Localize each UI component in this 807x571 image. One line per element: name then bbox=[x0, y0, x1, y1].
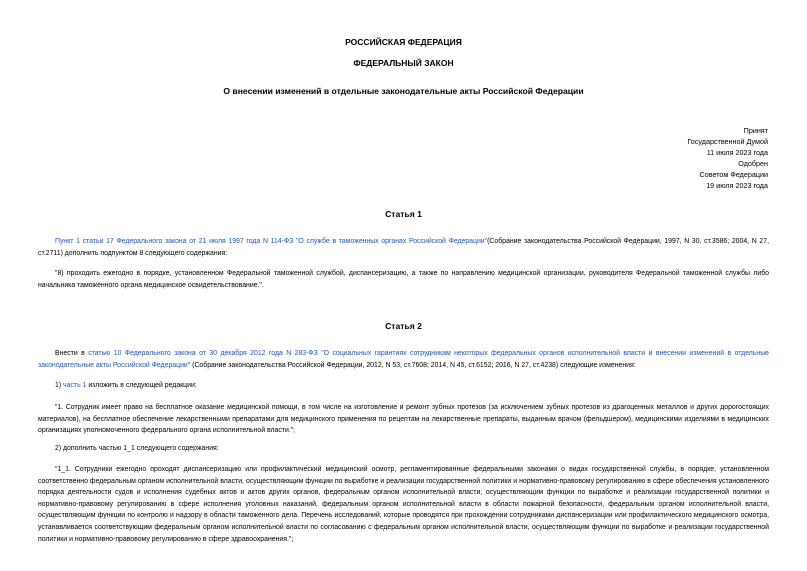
part-1-link[interactable]: часть 1 bbox=[63, 382, 87, 389]
article-2-paragraph-1-text: (Собрание законодательства Российской Федерации, 2012, N 53, ст.7608; 2014, N 45, ст.6152; 2016, N 27, ст.4238) следующие изменения: bbox=[190, 361, 636, 369]
article-2-paragraph-2-pre: 1) bbox=[55, 382, 64, 389]
article-1-paragraph-1-text: (Собрание законодательства Российской Федерации, 1997, N 30, ст.3586; 2004, N 27, ст.2711) дополнить подпунктом 8 следующего содержания: bbox=[38, 238, 769, 257]
article-2-paragraph-1 bbox=[38, 348, 769, 371]
article-2-paragraph-4: 2) дополнить частью 1_1 следующего содержания: bbox=[55, 445, 219, 452]
article-1-heading: Статья 1 bbox=[385, 209, 422, 219]
article-2-paragraph-5: "1_1. Сотрудники ежегодно проходят диспансеризацию или профилактический медицинский осмотр, регламентированные федеральными законами о видах государственной службы, в порядке, установленном соответственно федеральным органом исполнительной власти, осуществляющим функции по выработке и реализации государственной политики и нормативно-правовому регулированию в сфере обеспечения установленного порядка деятельности судов и исполнения судебных актов и актов других органов, федеральным органом исполнительной власти, осуществляющим функции по выработке и реализации государственной политики и нормативно-правовому регулированию в сфере исполнения уголовных наказаний, федеральным органом исполнительной власти в области пожарной безопасности, федеральным органом исполнительной власти, осуществляющим функции по контролю и надзору в области таможенного дела. Перечень исследований, которые проводятся при прохождении сотрудниками диспансеризации или профилактического медицинского осмотра, устанавливается соответствующим федеральным органом исполнительной власти по согласованию с федеральным органом исполнительной власти, осуществляющим функции по выработке и реализации государственной политики и нормативно-правовому регулированию в сфере здравоохранения."; bbox=[38, 466, 769, 543]
adoption-line: Советом Федерации bbox=[699, 169, 768, 179]
header-law-type: ФЕДЕРАЛЬНЫЙ ЗАКОН bbox=[353, 58, 454, 68]
header-country: РОССИЙСКАЯ ФЕДЕРАЦИЯ bbox=[345, 37, 462, 47]
article-2-heading: Статья 2 bbox=[385, 321, 422, 331]
article-2-paragraph-2-text: изложить в следующей редакции: bbox=[86, 382, 197, 389]
article-1-paragraph-2: "8) проходить ежегодно в порядке, установленном Федеральной таможенной службой, диспансеризацию, а также по направлению медицинской организации, руководителя Федеральной таможенной службы либо начальника таможенного органа медицинское освидетельствование.". bbox=[38, 270, 769, 289]
article-1-paragraph-1 bbox=[38, 236, 769, 259]
adoption-line: 19 июля 2023 года bbox=[706, 180, 768, 190]
law-283-fz-link[interactable]: статью 10 Федерального закона от 30 декабря 2012 года N 283-ФЗ "О социальных гарантиях сотрудникам некоторых федеральных органов исполнительной власти и внесении изменений в отдельные законодательные акты Российской Федерации" bbox=[38, 350, 770, 369]
article-2-paragraph-2 bbox=[38, 380, 769, 392]
article-2-paragraph-1-pre: Внести в bbox=[55, 350, 89, 357]
document-title: О внесении изменений в отдельные законодательные акты Российской Федерации bbox=[223, 86, 584, 96]
adoption-line: Принят bbox=[743, 126, 768, 135]
adoption-line: Одобрен bbox=[738, 158, 768, 168]
adoption-line: 11 июля 2023 года bbox=[706, 147, 768, 157]
adoption-block bbox=[687, 126, 768, 191]
adoption-line: Государственной Думой bbox=[687, 136, 768, 146]
law-114-fz-link[interactable]: Пункт 1 статьи 17 Федерального закона от 21 июля 1997 года N 114-ФЗ "О службе в таможенных органах Российской Федерации" bbox=[55, 238, 488, 245]
article-2-paragraph-3: "1. Сотрудник имеет право на бесплатное оказание медицинской помощи, в том числе на изготовление и ремонт зубных протезов (за исключением зубных протезов из драгоценных металлов и других дорогостоящих материалов), на бесплатное обеспечение лекарственными препаратами для медицинского применения по рецептам на лекарственные препараты, выданным врачом (фельдшером), медицинскими изделиями в медицинских организациях уполномоченного федерального органа исполнительной власти."; bbox=[38, 404, 769, 435]
